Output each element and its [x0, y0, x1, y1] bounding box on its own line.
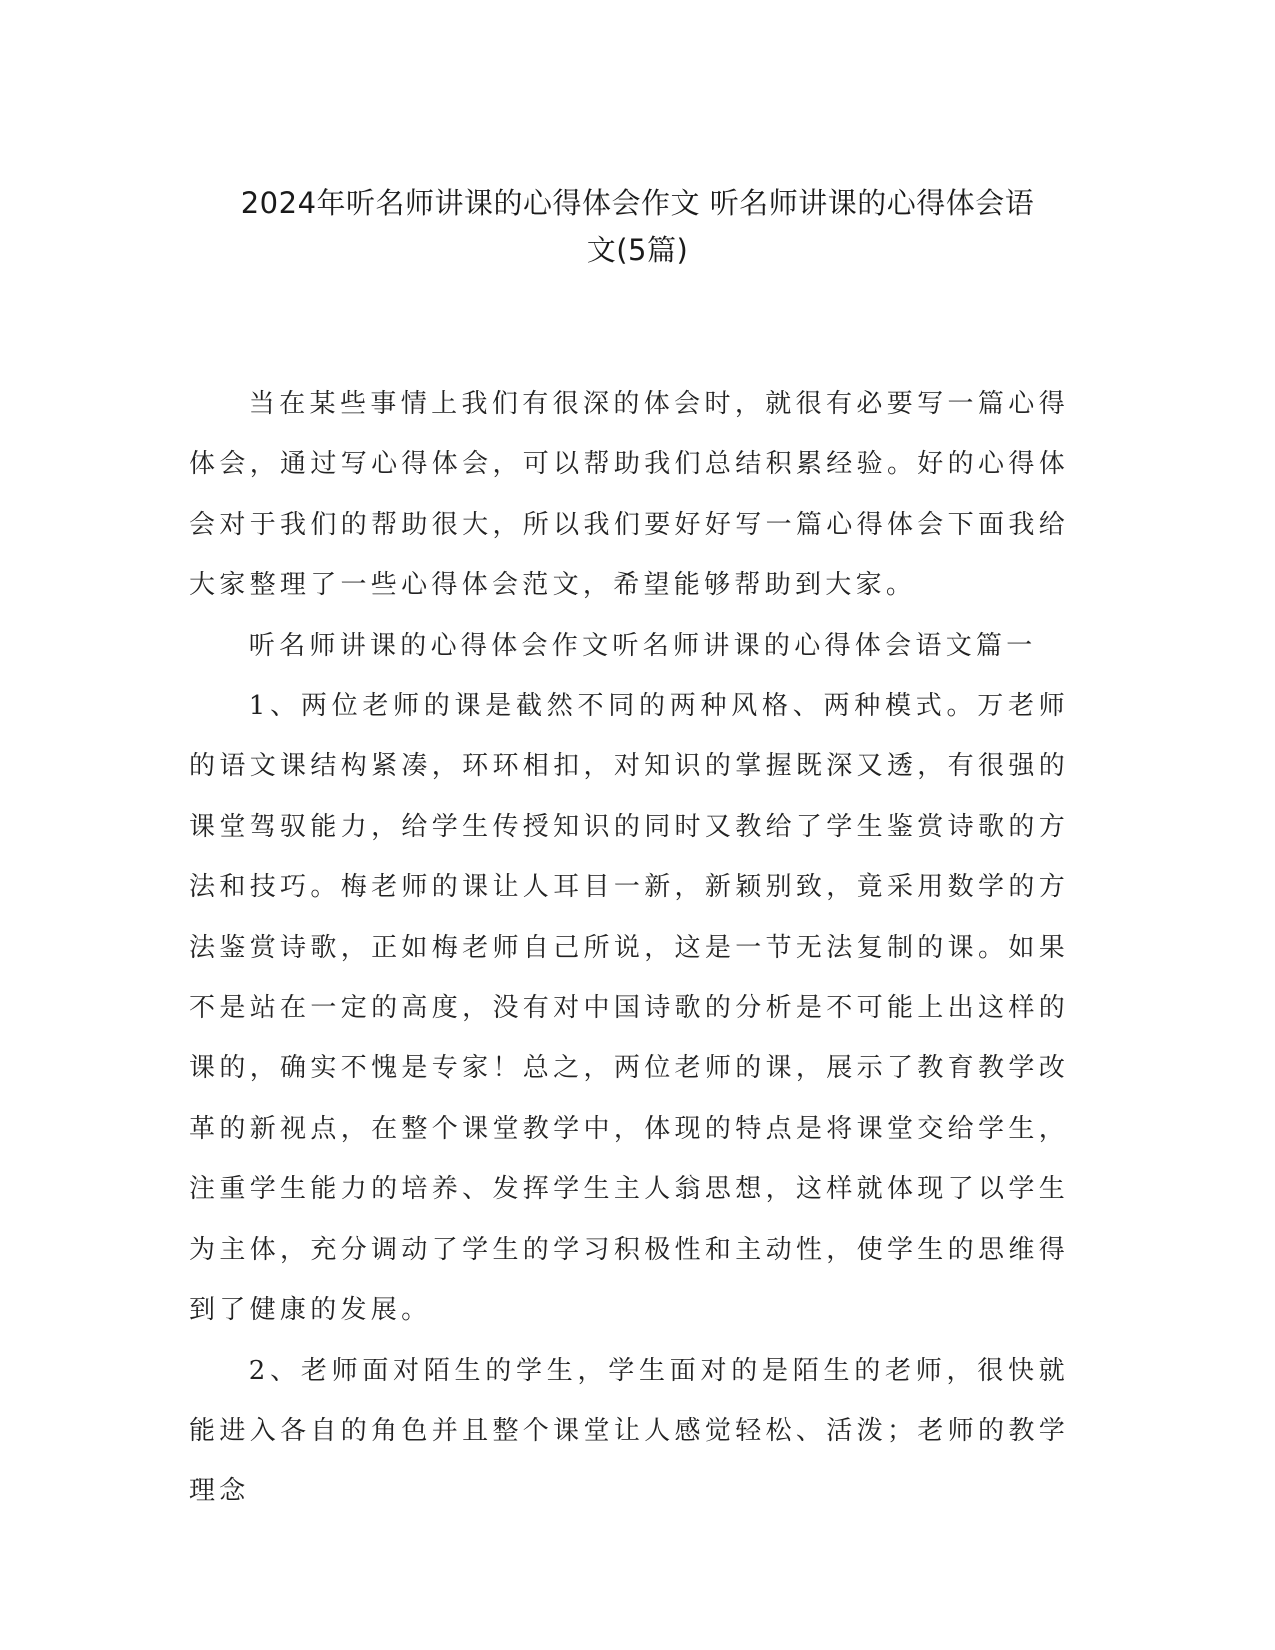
title-line-2: 文(5篇): [586, 233, 689, 267]
section-heading: 听名师讲课的心得体会作文听名师讲课的心得体会语文篇一: [248, 630, 1037, 661]
title-line-1: 2024年听名师讲课的心得体会作文 听名师讲课的心得体会语: [240, 186, 1035, 220]
intro-paragraph: 当在某些事情上我们有很深的体会时，就很有必要写一篇心得体会，通过写心得体会，可以帮助我们总结积累经验。好的心得体会对于我们的帮助很大，所以我们要好好写一篇心得体会下面我给大家整理了一些心得体会范文，希望能够帮助到大家。: [189, 389, 1069, 601]
document-title: [170, 180, 1105, 274]
document-body: [189, 374, 1069, 1522]
body-paragraph-1: 1、两位老师的课是截然不同的两种风格、两种模式。万老师的语文课结构紧凑，环环相扣，对知识的掌握既深又透，有很强的课堂驾驭能力，给学生传授知识的同时又教给了学生鉴赏诗歌的方法和技巧。梅老师的课让人耳目一新，新颖别致，竟采用数学的方法鉴赏诗歌，正如梅老师自己所说，这是一节无法复制的课。如果不是站在一定的高度，没有对中国诗歌的分析是不可能上出这样的课的，确实不愧是专家！总之，两位老师的课，展示了教育教学改革的新视点，在整个课堂教学中，体现的特点是将课堂交给学生，注重学生能力的培养、发挥学生主人翁思想，这样就体现了以学生为主体，充分调动了学生的学习积极性和主动性，使学生的思维得到了健康的发展。: [189, 691, 1069, 1326]
body-paragraph-2: 2、老师面对陌生的学生，学生面对的是陌生的老师，很快就能进入各自的角色并且整个课堂让人感觉轻松、活泼；老师的教学理念: [189, 1355, 1069, 1507]
